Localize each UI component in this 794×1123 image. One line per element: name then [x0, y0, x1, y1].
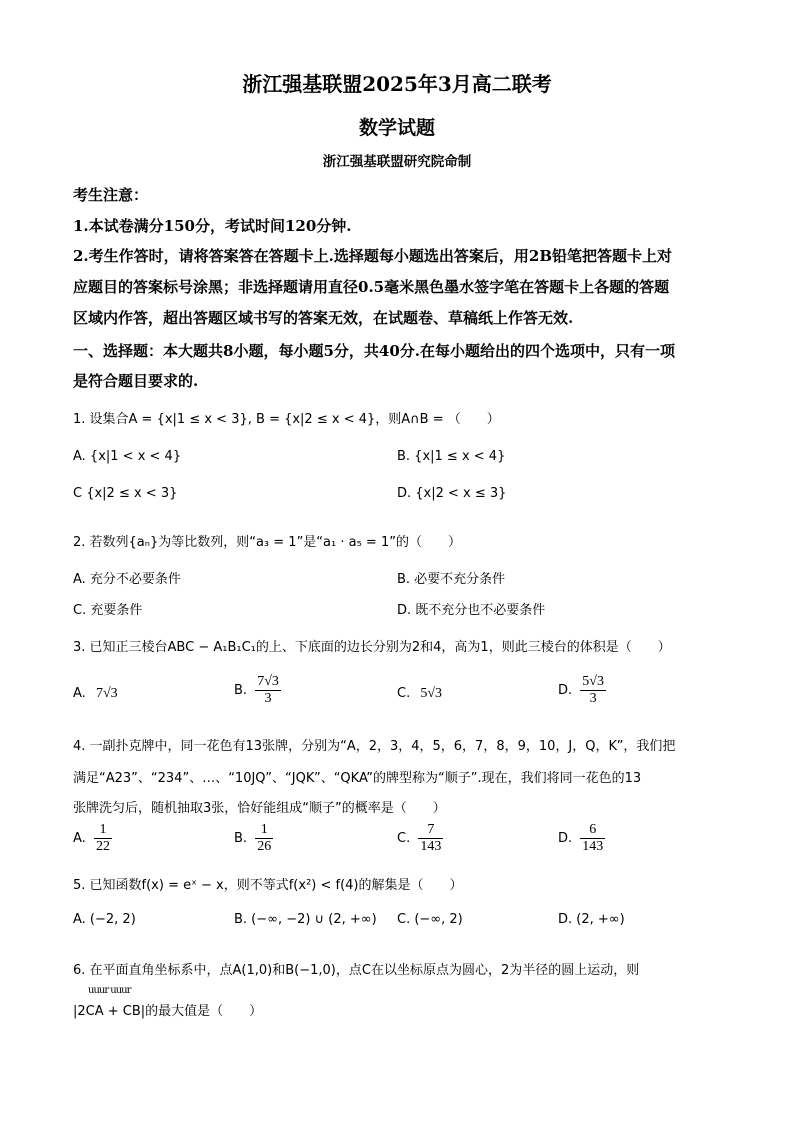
- option-d-fraction: [580, 674, 606, 707]
- question-4-line-2: 满足“A23”、“234”、…、“10JQ”、“JQK”、“QKA”的牌型称为“顺子”.现在，我们将同一花色的13: [73, 771, 642, 786]
- fraction-numerator: 1: [255, 822, 273, 839]
- option-b-fraction: [255, 674, 281, 707]
- question-5-option-c: C. (−∞, 2): [397, 912, 463, 927]
- fraction-denominator: 143: [420, 839, 442, 854]
- option-b-fraction: [255, 822, 273, 855]
- question-5-option-d: D. (2, +∞): [558, 912, 625, 927]
- fraction-numerator: 6: [580, 822, 605, 839]
- fraction-denominator: 26: [257, 839, 272, 854]
- question-1-option-c: C {x|2 ≤ x < 3}: [73, 486, 178, 501]
- option-a-value: 7√3: [95, 686, 118, 701]
- question-3-option-b: [234, 674, 281, 707]
- option-b-label: B.: [234, 683, 248, 698]
- fraction-numerator: 7√3: [257, 674, 279, 689]
- notice-heading: 考生注意：: [73, 186, 149, 204]
- exam-subtitle: 数学试题: [358, 117, 435, 139]
- question-4-option-d: [558, 822, 605, 855]
- question-3-option-c: [397, 686, 442, 702]
- vector-arrow-marks: uuur uuur: [88, 985, 131, 996]
- section-1-heading-line-1: 一、选择题：本大题共8小题，每小题5分，共40分.在每小题给出的四个选项中，只有一项: [73, 342, 675, 360]
- option-c-label: C.: [397, 686, 411, 701]
- fraction-denominator: 3: [264, 691, 272, 706]
- question-5-stem: 5. 已知函数f(x) = eˣ − x，则不等式f(x²) < f(4)的解集是（ ）: [73, 878, 463, 893]
- question-4-option-b: [234, 822, 273, 855]
- question-5-option-b: B. (−∞, −2) ∪ (2, +∞): [234, 912, 377, 927]
- question-2-option-c: C. 充要条件: [73, 603, 143, 618]
- question-2-option-a: A. 充分不必要条件: [73, 572, 181, 587]
- question-6-line-2: |2CA + CB|的最大值是（ ）: [73, 1004, 263, 1019]
- question-2-option-d: D. 既不充分也不必要条件: [397, 603, 546, 618]
- option-c-label: C.: [397, 831, 411, 846]
- fraction-numerator: 5√3: [582, 674, 604, 689]
- question-1-option-b: B. {x|1 ≤ x < 4}: [397, 449, 506, 464]
- option-c-value: 5√3: [420, 686, 443, 701]
- option-a-fraction: [94, 822, 112, 855]
- question-5-option-a: A. (−2, 2): [73, 912, 136, 927]
- question-4-line-1: 4. 一副扑克牌中，同一花色有13张牌，分别为“A，2，3，4，5，6，7，8，9，10，J，Q，K”，我们把: [73, 739, 676, 754]
- question-4-option-c: [397, 822, 443, 855]
- notice-item-2-line-2: 应题目的答案标号涂黑；非选择题请用直径0.5毫米黑色墨水签字笔在答题卡上各题的答题: [73, 278, 670, 296]
- notice-item-2-line-3: 区域内作答，超出答题区域书写的答案无效，在试题卷、草稿纸上作答无效.: [73, 309, 574, 327]
- exam-title: 浙江强基联盟2025年3月高二联考: [242, 72, 552, 96]
- fraction-numerator: 7: [418, 822, 443, 839]
- notice-item-1: 1.本试卷满分150分，考试时间120分钟.: [73, 217, 352, 235]
- question-1-option-d: D. {x|2 < x ≤ 3}: [397, 486, 507, 501]
- option-b-label: B.: [234, 831, 248, 846]
- question-3-stem: 3. 已知正三棱台ABC − A₁B₁C₁的上、下底面的边长分别为2和4，高为1，则此三棱台的体积是（ ）: [73, 640, 671, 655]
- option-d-label: D.: [558, 831, 573, 846]
- fraction-numerator: 1: [94, 822, 112, 839]
- question-3-option-a: [73, 686, 118, 702]
- fraction-denominator: 22: [95, 839, 110, 854]
- section-1-heading-line-2: 是符合题目要求的.: [73, 372, 199, 390]
- exam-author: 浙江强基联盟研究院命制: [322, 154, 472, 170]
- option-a-label: A.: [73, 831, 86, 846]
- question-6-line-1: 6. 在平面直角坐标系中，点A(1,0)和B(−1,0)，点C在以坐标原点为圆心，2为半径的圆上运动，则: [73, 963, 640, 978]
- question-4-line-3: 张牌洗匀后，随机抽取3张，恰好能组成“顺子”的概率是（ ）: [73, 801, 446, 816]
- option-a-label: A.: [73, 686, 86, 701]
- question-3-option-d: [558, 674, 606, 707]
- fraction-denominator: 143: [582, 839, 604, 854]
- question-4-option-a: [73, 822, 112, 855]
- question-2-option-b: B. 必要不充分条件: [397, 572, 506, 587]
- notice-item-2-line-1: 2.考生作答时，请将答案答在答题卡上.选择题每小题选出答案后，用2B铅笔把答题卡上对: [73, 247, 673, 265]
- option-d-fraction: [580, 822, 605, 855]
- question-2-stem: 2. 若数列{aₙ}为等比数列，则“a₃ = 1”是“a₁ · a₅ = 1”的（ ）: [73, 535, 461, 550]
- question-1-option-a: A. {x|1 < x < 4}: [73, 449, 182, 464]
- fraction-denominator: 3: [589, 691, 597, 706]
- option-c-fraction: [418, 822, 443, 855]
- option-d-label: D.: [558, 683, 573, 698]
- question-1-stem: 1. 设集合A = {x|1 ≤ x < 3}, B = {x|2 ≤ x < 4}，则A∩B = （ ）: [73, 412, 500, 427]
